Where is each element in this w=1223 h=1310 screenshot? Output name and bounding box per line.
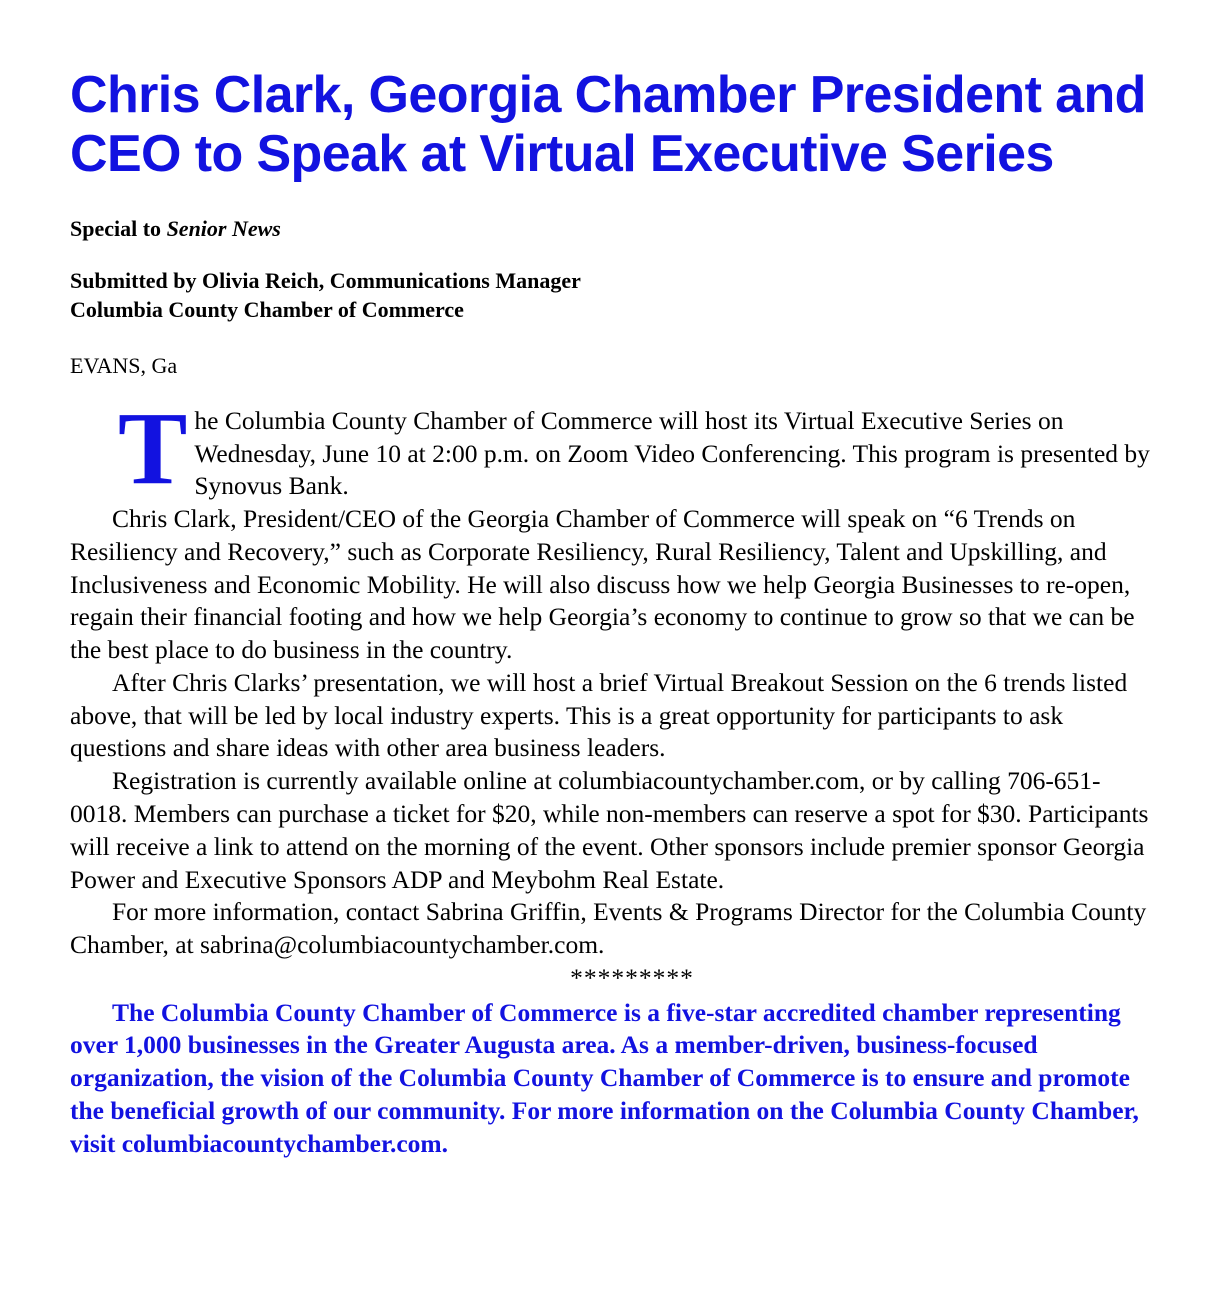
submitted-by-line: Submitted by Olivia Reich, Communications Manager — [70, 268, 581, 294]
publication-name: Senior News — [166, 215, 281, 241]
body-paragraph-5: For more information, contact Sabrina Griffin, Events & Programs Director for the Columbia County Chamber, at sabrina@columbiacountychamber.com. — [70, 897, 1147, 960]
submitted-by-block — [70, 242, 1152, 324]
asterisk-divider: ********* — [570, 962, 694, 992]
body-paragraph-3: After Chris Clarks’ presentation, we will host a brief Virtual Breakout Session on the 6 trends listed above, that will be led by local industry experts. This is a great opportunity for participants to ask questions and share ideas with other area business leaders. — [70, 667, 1128, 763]
dateline: EVANS, Ga — [70, 353, 178, 379]
article-body — [70, 381, 1152, 1161]
body-paragraph-4: Registration is currently available online at columbiacountychamber.com, or by calling 706-651-0018. Members can purchase a ticket for $20, while non-members can reserve a spot for $30. Participants will receive a link to attend on the morning of the event. Other sponsors include premier sponsor Georgia Power and Executive Sponsors ADP and Meybohm Real Estate. — [70, 766, 1149, 894]
special-to-prefix: Special to — [70, 215, 167, 241]
body-paragraph-1-text: he Columbia County Chamber of Commerce will host its Virtual Executive Series on Wednesday, June 10 at 2:00 p.m. on Zoom Video Conferencing. This program is presented by Synovus Bank. — [194, 405, 1150, 501]
organization-line: Columbia County Chamber of Commerce — [70, 296, 464, 322]
body-paragraph-1 — [70, 390, 1152, 506]
article-content — [70, 0, 1152, 1160]
boilerplate-paragraph: The Columbia County Chamber of Commerce is a five-star accredited chamber representing over 1,000 businesses in the Greater Augusta area. As a member-driven, business-focused organization, the vision of the Columbia County Chamber of Commerce is to ensure and promote the beneficial growth of our community. For more information on the Columbia County Chamber, visit columbiacountychamber.com. — [70, 997, 1139, 1158]
body-paragraph-2: Chris Clark, President/CEO of the Georgia Chamber of Commerce will speak on “6 Trends on Resiliency and Recovery,” such as Corporate Resiliency, Rural Resiliency, Talent and Upskilling, and Inclusiveness and Economic Mobility. He will also discuss how we help Georgia Businesses to re-open, regain their financial footing and how we help Georgia’s economy to continue to grow so that we can be the best place to do business in the country. — [70, 504, 1135, 665]
drop-cap: T — [118, 390, 188, 506]
page-title: Chris Clark, Georgia Chamber President and CEO to Speak at Virtual Executive Series — [70, 66, 1146, 184]
special-to-line — [70, 185, 1152, 243]
